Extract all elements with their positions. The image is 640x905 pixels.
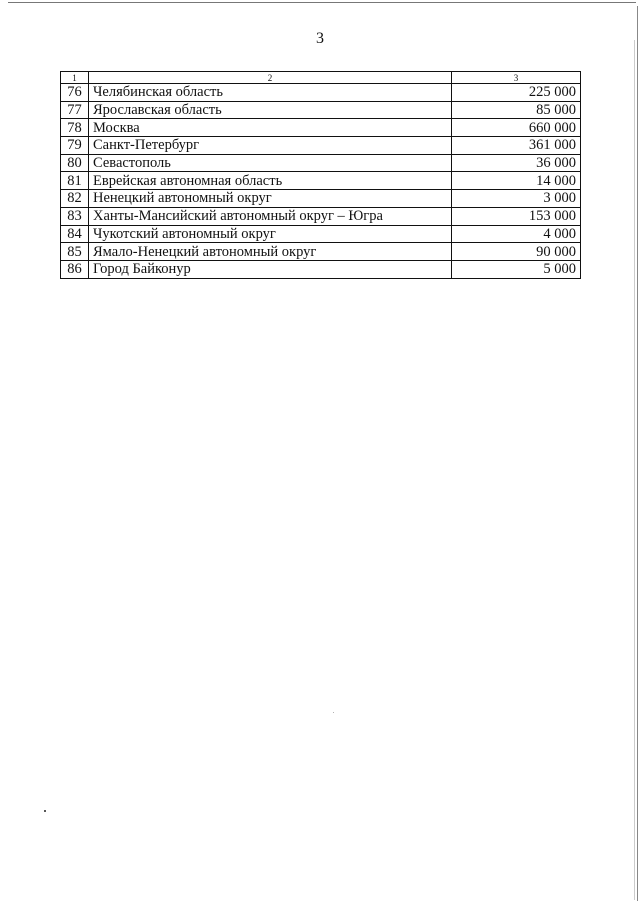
row-number: 86 (61, 260, 89, 278)
row-number: 82 (61, 190, 89, 208)
region-name: Севастополь (89, 154, 452, 172)
row-number: 84 (61, 225, 89, 243)
region-value: 3 000 (452, 190, 581, 208)
scan-speck (44, 810, 46, 812)
region-name: Чукотский автономный округ (89, 225, 452, 243)
row-number: 85 (61, 243, 89, 261)
region-value: 153 000 (452, 207, 581, 225)
scan-edge-right (637, 6, 638, 901)
table-row (61, 243, 581, 261)
table-row (61, 207, 581, 225)
region-value: 36 000 (452, 154, 581, 172)
row-number: 77 (61, 101, 89, 119)
region-name: Ханты-Мансийский автономный округ – Югра (89, 207, 452, 225)
region-name: Челябинская область (89, 84, 452, 102)
table-row (61, 172, 581, 190)
table-row (61, 154, 581, 172)
region-value: 4 000 (452, 225, 581, 243)
column-header-name: 2 (89, 72, 452, 84)
region-value: 5 000 (452, 260, 581, 278)
table-row (61, 84, 581, 102)
page-number: 3 (316, 30, 324, 47)
table-row (61, 119, 581, 137)
scan-edge-right-inner (634, 40, 635, 900)
column-header-number: 1 (61, 72, 89, 84)
region-value: 660 000 (452, 119, 581, 137)
table-row (61, 137, 581, 155)
row-number: 76 (61, 84, 89, 102)
row-number: 81 (61, 172, 89, 190)
row-number: 78 (61, 119, 89, 137)
row-number: 79 (61, 137, 89, 155)
region-value: 85 000 (452, 101, 581, 119)
table-row (61, 101, 581, 119)
row-number: 80 (61, 154, 89, 172)
region-name: Санкт-Петербург (89, 137, 452, 155)
column-header-value: 3 (452, 72, 581, 84)
region-name: Город Байконур (89, 260, 452, 278)
region-value: 90 000 (452, 243, 581, 261)
region-value: 361 000 (452, 137, 581, 155)
table-row (61, 260, 581, 278)
table-row (61, 190, 581, 208)
region-name: Ненецкий автономный округ (89, 190, 452, 208)
row-number: 83 (61, 207, 89, 225)
scan-speck (333, 712, 334, 713)
region-value: 225 000 (452, 84, 581, 102)
table-row (61, 225, 581, 243)
regions-table (60, 71, 581, 279)
region-name: Москва (89, 119, 452, 137)
table-header-row (61, 72, 581, 84)
region-name: Ямало-Ненецкий автономный округ (89, 243, 452, 261)
scan-edge-top (8, 2, 636, 3)
region-name: Еврейская автономная область (89, 172, 452, 190)
region-name: Ярославская область (89, 101, 452, 119)
region-value: 14 000 (452, 172, 581, 190)
